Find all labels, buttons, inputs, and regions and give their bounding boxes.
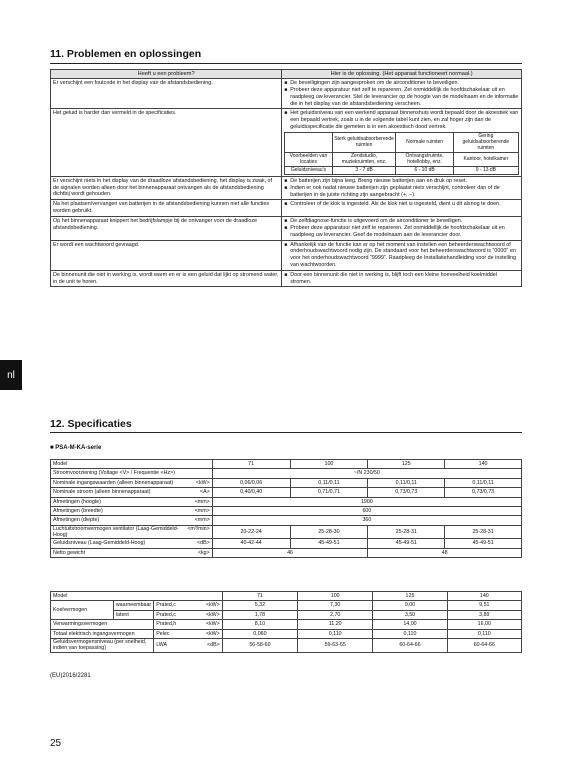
spec-value: 40-42-44 xyxy=(212,539,290,548)
solution-column-header: Hier is de oplossing. (Het apparaat functioneert normaal.) xyxy=(282,70,522,79)
solution-item xyxy=(284,218,519,225)
spec-unit-cell xyxy=(154,638,223,652)
solution-text: De zelfdiagnose-functie is uitgevoerd om de airconditioner te beveiligen. xyxy=(290,217,463,224)
spec-sublabel: latent xyxy=(113,610,153,619)
spec-label-text: Afmetingen (hoogte) xyxy=(53,498,101,505)
troubleshooting-table xyxy=(50,69,522,287)
sound-corner-cell xyxy=(285,132,332,152)
square-bullet-icon: ■ xyxy=(284,271,288,278)
solution-cell xyxy=(282,216,522,240)
spec-unit-cell xyxy=(154,610,223,619)
section-rule-2 xyxy=(50,432,522,433)
square-bullet-icon: ■ xyxy=(284,177,288,184)
spec-unit: <mm> xyxy=(194,507,210,514)
spec-label-cell xyxy=(51,469,213,478)
solution-item xyxy=(284,80,519,87)
spec-row xyxy=(51,629,522,638)
spec-value: 125 xyxy=(373,592,447,601)
section-rule xyxy=(50,63,522,64)
spec-value: ~/N 230/50 xyxy=(212,469,521,478)
spec-unit-wrap xyxy=(156,602,220,608)
spec-row xyxy=(51,610,522,619)
sound-cell: Kantoor, hotelkamer xyxy=(453,152,518,166)
spec-unit: <kW> xyxy=(205,621,220,628)
spec-value: 360 xyxy=(212,516,521,525)
spec-unit: <mm> xyxy=(194,517,210,524)
spec-row xyxy=(51,548,522,557)
spec-label-text: Afmetingen (diepte) xyxy=(53,517,100,524)
spec-table-capacity xyxy=(50,591,522,653)
solution-text: Controleer of de klok is ingesteld. Als de klok niet is ingesteld, dient u dit alsnog te doen. xyxy=(290,201,501,208)
spec-row xyxy=(51,497,522,506)
square-bullet-icon: ■ xyxy=(284,87,288,93)
spec-value: 60-64-66 xyxy=(373,638,447,652)
solution-cell xyxy=(282,240,522,270)
spec-label xyxy=(53,526,210,539)
spec-label xyxy=(53,540,210,546)
spec-value: 0,110 xyxy=(447,629,521,638)
solution-item xyxy=(284,272,519,286)
spec-unit-cell xyxy=(154,601,223,610)
solution-cell xyxy=(282,176,522,200)
spec-value: 0,06/0,06 xyxy=(212,478,290,487)
square-bullet-icon: ■ xyxy=(284,184,288,191)
solution-text: Indien er ook nadat nieuwe batterijen zijn geplaatst niets verschijnt, controleer dan of de batterijen in de juiste richting zijn aangebracht (+, −). xyxy=(290,184,500,198)
spec-value: 100 xyxy=(290,460,368,469)
spec-value: 45-49-51 xyxy=(290,539,368,548)
spec-value: 60-64-66 xyxy=(447,638,521,652)
spec-row xyxy=(51,592,522,601)
square-bullet-icon: ■ xyxy=(284,224,288,231)
problem-cell: Er wordt een wachtwoord gevraagd. xyxy=(51,240,282,270)
spec-value: 125 xyxy=(368,460,445,469)
trouble-row xyxy=(51,216,522,240)
spec-value: 48 xyxy=(368,548,522,557)
spec-value: 3,89 xyxy=(447,610,521,619)
square-bullet-icon: ■ xyxy=(284,110,288,117)
spec-row xyxy=(51,516,522,525)
solution-item xyxy=(284,225,519,239)
sound-header-row xyxy=(285,132,519,152)
solution-cell xyxy=(282,200,522,217)
spec-value: 3,50 xyxy=(373,610,447,619)
spec-value: 0,73/0,73 xyxy=(445,488,522,497)
series-name: PSA-M-KA-serie xyxy=(55,445,102,451)
spec-value: 9,00 xyxy=(373,601,447,610)
spec-label xyxy=(53,480,210,486)
solution-item xyxy=(284,110,519,130)
spec-label-cell: Totaal elektrisch ingangsvermogen xyxy=(51,629,154,638)
spec-value: 600 xyxy=(212,506,521,515)
trouble-row xyxy=(51,240,522,270)
sound-row-label: Voorbeelden van locaties xyxy=(285,152,332,166)
spec-label xyxy=(53,461,210,467)
problem-cell: Er verschijnt niets in het display van de draadloze afstandsbediening, het display is zwak, of de signalen worden alleen door het binnenapparaat ontvangen als de afstandsbediening dichtbij wordt gehouden. xyxy=(51,176,282,200)
spec-unit-wrap xyxy=(156,631,220,637)
trouble-row xyxy=(51,176,522,200)
sound-header-cell: Sterk geluidsabsorberende ruimten xyxy=(332,132,396,152)
spec-label xyxy=(53,470,210,476)
spec-unit: <kW> xyxy=(205,630,220,637)
spec-label xyxy=(53,550,210,556)
spec-value: 0,110 xyxy=(298,629,373,638)
spec-value: 9,51 xyxy=(447,601,521,610)
spec-row xyxy=(51,638,522,652)
trouble-row xyxy=(51,200,522,217)
spec-value: 2,70 xyxy=(298,610,373,619)
spec-label-cell: Verwarmingsvermogen xyxy=(51,620,154,629)
spec-value: 71 xyxy=(212,460,290,469)
solution-cell xyxy=(282,79,522,109)
spec-label-cell xyxy=(51,488,213,497)
parameter-symbol: Prated,h xyxy=(156,621,177,628)
square-bullet-icon: ■ xyxy=(50,445,56,451)
spec-value: 56-58-60 xyxy=(222,638,297,652)
sound-header-cell: Gering geluidsabsorberende ruimten xyxy=(453,132,518,152)
solution-item xyxy=(284,87,519,107)
solution-item xyxy=(284,185,519,199)
spec-value: 0,73/0,73 xyxy=(368,488,445,497)
spec-unit: <m³/min> xyxy=(187,525,210,532)
square-bullet-icon: ■ xyxy=(284,201,288,208)
sound-cell: 3 - 7 dB xyxy=(332,166,396,174)
square-bullet-icon: ■ xyxy=(284,217,288,224)
spec-row xyxy=(51,539,522,548)
square-bullet-icon: ■ xyxy=(284,241,288,248)
spec-value: 140 xyxy=(447,592,521,601)
problem-cell: Na het plaatsen/vervangen van batterijen in de afstandsbediening kunnen niet alle functies worden gebruikt. xyxy=(51,200,282,217)
spec-unit-wrap xyxy=(156,621,220,627)
sound-row xyxy=(285,152,519,166)
spec-row xyxy=(51,478,522,487)
spec-label-cell xyxy=(51,516,213,525)
spec-value: 0,40/0,40 xyxy=(212,488,290,497)
spec-value: 11,20 xyxy=(298,620,373,629)
spec-row xyxy=(51,620,522,629)
spec-label-text: Nominale ingangswaarden (alleen binnenapparaat) xyxy=(53,479,174,486)
spec-value: 8,10 xyxy=(222,620,297,629)
spec-row xyxy=(51,469,522,478)
spec-value: 0,71/0,71 xyxy=(290,488,368,497)
sound-header-cell: Normale ruimten xyxy=(396,132,453,152)
spec-unit: <kW> xyxy=(205,611,220,618)
parameter-symbol: Prated,c xyxy=(156,602,176,609)
spec-label-cell xyxy=(51,478,213,487)
spec-label-text: Nominale stroom (alleen binnenapparaat) xyxy=(53,489,151,496)
section-title-problems: 11. Problemen en oplossingen xyxy=(50,48,202,60)
spec-value: 45-49-51 xyxy=(368,539,445,548)
parameter-symbol: Prated,c xyxy=(156,611,176,618)
spec-sublabel: waarneembaar xyxy=(113,601,153,610)
spec-row xyxy=(51,506,522,515)
solution-text: Het geluidsniveau van een werkend apparaat binnenshuis wordt bepaald door de akoestiek van een bepaald vertrek, zoals u in de volgende tabel kunt zien, en zal hoger zijn dan de geluidsspecificatie die gemeten is in een akoestisch dood vertrek. xyxy=(290,110,519,130)
spec-row xyxy=(51,460,522,469)
spec-unit: <kW> xyxy=(205,602,220,609)
spec-label-cell xyxy=(51,525,213,539)
spec-value: 140 xyxy=(445,460,522,469)
spec-value: 25-28-31 xyxy=(445,525,522,539)
solution-text: Probeer deze apparatuur niet zelf te repareren. Zet onmiddellijk de hoofdschakelaar uit en raadpleeg uw leverancier. Stel de leverancier op de hoogte van de modelnaam en de informatie die in het display van de afstandsbediening verscheen. xyxy=(290,87,519,107)
spec-label-text: Luchtuitstroomvermogen ventilator (Laag-Gemiddeld-Hoog) xyxy=(53,525,179,539)
spec-unit-wrap xyxy=(156,642,220,648)
problem-cell: Op het binnenapparaat knippert het bedrijfslampje bij de ontvanger voor de draadloze afstandsbediening. xyxy=(51,216,282,240)
page-number: 25 xyxy=(50,738,62,749)
spec-label-cell xyxy=(51,548,213,557)
spec-value: 0,060 xyxy=(222,629,297,638)
trouble-row xyxy=(51,109,522,176)
spec-unit: <mm> xyxy=(194,498,210,505)
solution-item xyxy=(284,178,519,185)
regulation-footnote: (EU)2016/2281 xyxy=(50,673,91,679)
spec-value: 0,11/0,11 xyxy=(290,478,368,487)
sound-cell: 6 - 10 dB xyxy=(396,166,453,174)
trouble-row xyxy=(51,79,522,109)
spec-unit: <dB> xyxy=(207,642,220,649)
spec-label-cell: Koelvermogen xyxy=(51,601,114,620)
spec-unit: <dB> xyxy=(197,540,210,547)
spec-unit-cell xyxy=(154,620,223,629)
spec-label-text: Stroomvoorziening (Voltage <V> / Frequentie <Hz>) xyxy=(53,470,175,477)
spec-value: 1,78 xyxy=(222,610,297,619)
spec-value: 25-28-30 xyxy=(290,525,368,539)
solution-item xyxy=(284,242,519,269)
spec-value: 5,32 xyxy=(222,601,297,610)
spec-value: 71 xyxy=(222,592,297,601)
spec-value: 46 xyxy=(212,548,368,557)
spec-value: 0,11/0,11 xyxy=(445,478,522,487)
parameter-symbol: LWA xyxy=(156,642,168,649)
solution-text: De beveiligingen zijn aangesproken om de airconditioner te beveiligen. xyxy=(290,80,459,86)
spec-row xyxy=(51,525,522,539)
spec-value: 7,30 xyxy=(298,601,373,610)
sound-cell: 9 - 13 dB xyxy=(453,166,518,174)
problem-column-header: Heeft u een probleem? xyxy=(51,70,282,79)
spec-label-cell xyxy=(51,506,213,515)
spec-value: 0,11/0,11 xyxy=(368,478,445,487)
spec-row xyxy=(51,488,522,497)
spec-label xyxy=(53,517,210,523)
spec-row xyxy=(51,601,522,610)
section-title-specifications: 12. Specificaties xyxy=(50,418,132,430)
parameter-symbol: Pelec xyxy=(156,630,170,637)
solution-text: Probeer deze apparatuur niet zelf te repareren. Zet onmiddellijk de hoofdschakelaar uit en raadpleeg uw leverancier. Geef de modelnaam aan de leverancier door. xyxy=(290,224,505,238)
spec-label-text: Model xyxy=(53,461,68,468)
spec-label-cell xyxy=(51,539,213,548)
sound-row xyxy=(285,166,519,174)
solution-text: Afhankelijk van de functie kan er op het moment van instellen een beheerderswachtwoord of onderhoudswachtwoord nodig zijn. De standaard voor het beheerderswachtwoord is "0000" en voor het onderhoudswachtwoord "9999". Raadpleeg de Installatiehandleiding voor de instelling van wachtwoorden. xyxy=(290,241,517,268)
spec-unit-wrap xyxy=(156,612,220,618)
sound-row-label: Geluidsniveau's xyxy=(285,166,332,174)
sound-cell: Zendstudio, muziekruimten, enz. xyxy=(332,152,396,166)
solution-cell xyxy=(282,109,522,176)
sound-cell: Ontvangstruimte, hotellobby, enz. xyxy=(396,152,453,166)
spec-unit: <kg> xyxy=(197,549,210,556)
spec-table-general xyxy=(50,459,522,558)
spec-unit: <kW> xyxy=(195,479,210,486)
spec-value: 25-28-31 xyxy=(368,525,445,539)
spec-label-text: Afmetingen (breedte) xyxy=(53,507,103,514)
spec-label xyxy=(53,508,210,514)
spec-label-cell xyxy=(51,460,213,469)
spec-label xyxy=(53,489,210,495)
spec-label-cell xyxy=(51,497,213,506)
problem-cell: De binnenunit die niet in werking is, wordt warm en er is een geluid dat lijkt op stromend water, in de unit te horen. xyxy=(51,270,282,287)
solution-item xyxy=(284,201,519,208)
spec-value: 0,110 xyxy=(373,629,447,638)
spec-label-text: Netto gewicht xyxy=(53,549,86,556)
spec-label-text: Geluidsniveau (Laag-Gemiddeld-Hoog) xyxy=(53,540,146,547)
language-tab: nl xyxy=(0,360,22,390)
spec-value: 16,00 xyxy=(447,620,521,629)
spec-label-cell: Geluidsvermogensniveau (per snelheid, indien van toepassing) xyxy=(51,638,154,652)
series-heading xyxy=(50,445,101,451)
trouble-row xyxy=(51,270,522,287)
spec-unit-cell xyxy=(154,629,223,638)
spec-value: 20-22-24 xyxy=(212,525,290,539)
solution-text: De batterijen zijn bijna leeg. Breng nieuwe batterijen aan en druk op reset. xyxy=(290,177,468,184)
spec-value: 1900 xyxy=(212,497,521,506)
solution-cell xyxy=(282,270,522,287)
problem-cell: Het geluid is harder dan vermeld in de specificaties. xyxy=(51,109,282,176)
sound-level-table xyxy=(284,132,519,175)
spec-label xyxy=(53,499,210,505)
solution-text: Door een binnenunit die niet in werking is, blijft toch een kleine hoeveelheid koelmiddel stromen. xyxy=(290,271,498,285)
problem-cell: Er verschijnt een foutcode in het display van de afstandsbediening. xyxy=(51,79,282,109)
spec-unit: <A> xyxy=(199,489,210,496)
spec-label-cell: Model xyxy=(51,592,223,601)
spec-value: 14,00 xyxy=(373,620,447,629)
spec-value: 59-63-65 xyxy=(298,638,373,652)
square-bullet-icon: ■ xyxy=(284,80,288,86)
spec-value: 100 xyxy=(298,592,373,601)
spec-value: 45-49-51 xyxy=(445,539,522,548)
